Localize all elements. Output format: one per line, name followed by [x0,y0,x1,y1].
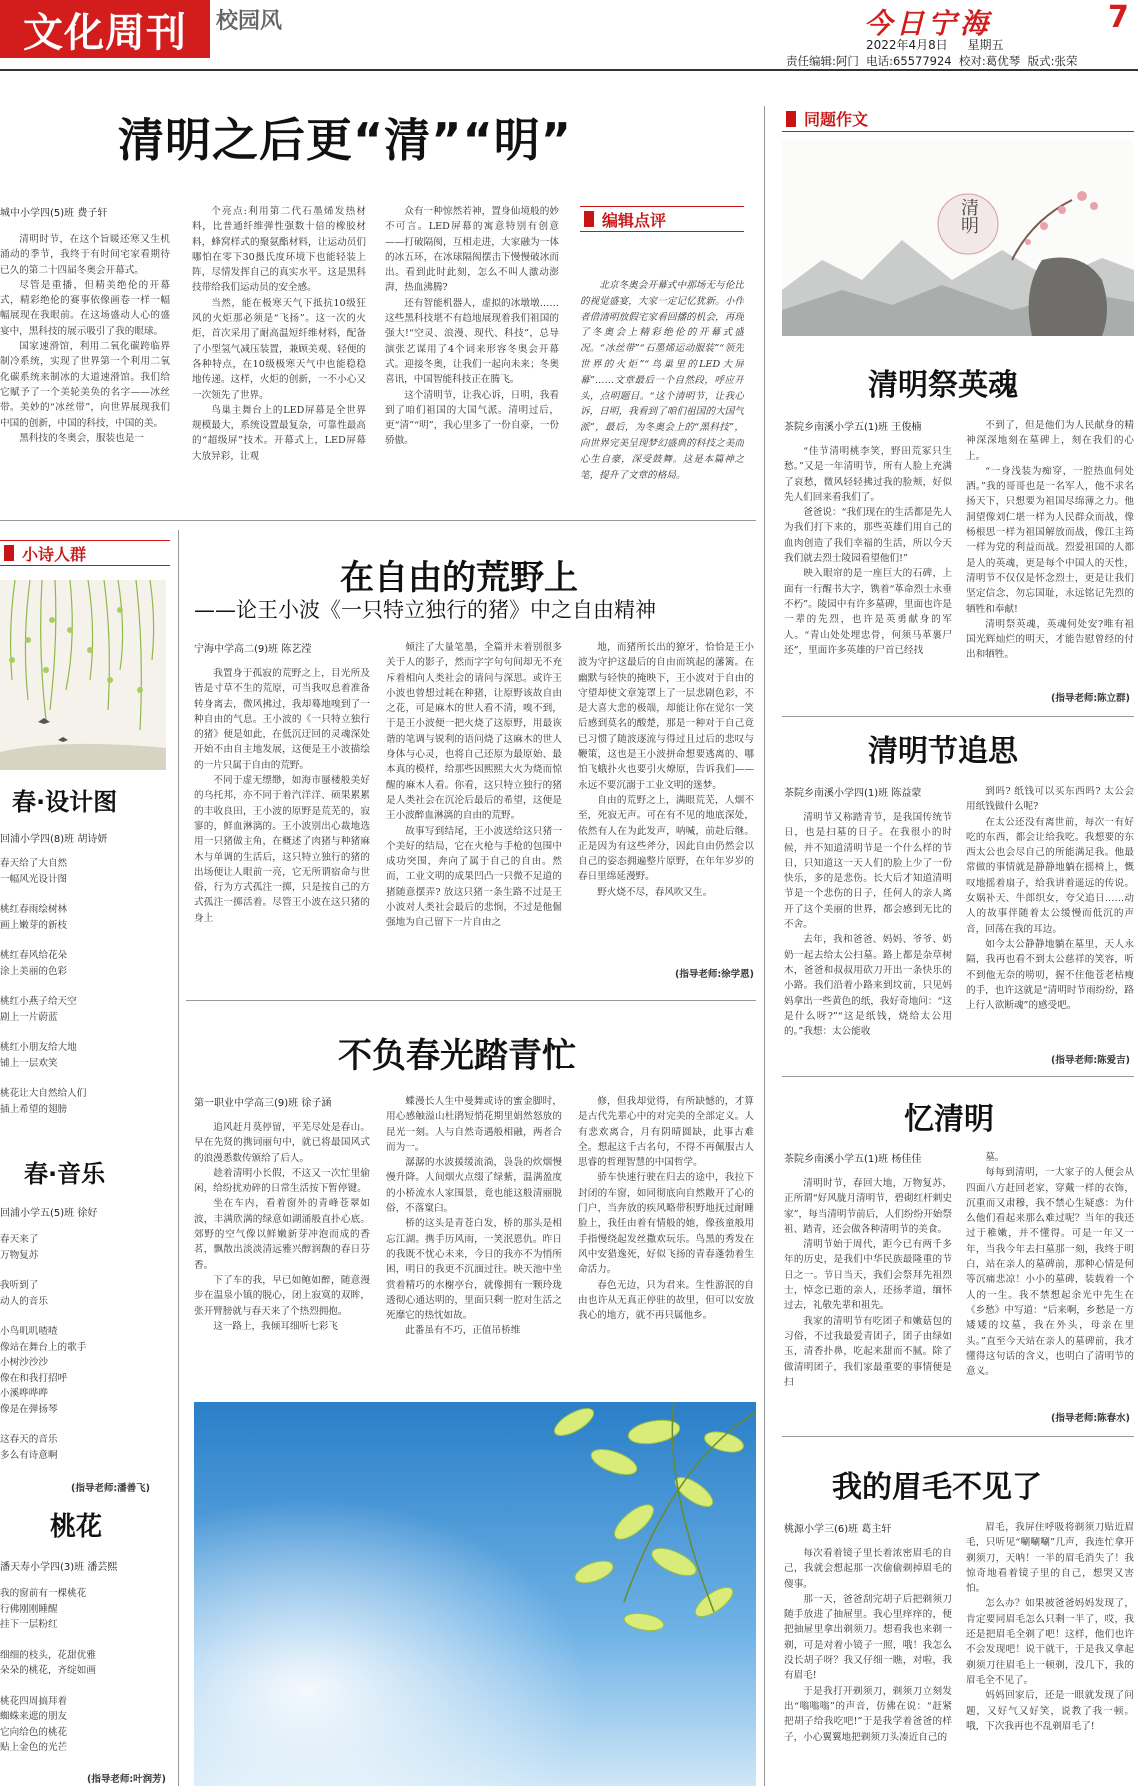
poem-line: 动人的音乐 [0,1295,48,1307]
poem-line: 朵朵的桃花，齐绽如画 [0,1665,96,1676]
poem-line: 小鸟叽叽喳喳 [0,1326,58,1337]
poem-line: 一幅风光设计图 [0,873,68,885]
poem2-teacher: (指导老师:潘善飞) [71,1483,150,1494]
right-column-divider [764,106,765,1786]
poem1-title: 春·设计图 [12,788,118,816]
essay4-byline: 桃源小学三(6)班 葛主轩 [784,1524,892,1535]
section-marker [786,111,796,127]
spring-sky-photo [194,1402,756,1786]
willow-illustration [0,580,166,770]
poem-line: 铺上一层欢笑 [0,1057,58,1069]
essay4-col-1: 每次看着镜子里长着浓密眉毛的自己，我就会想起那一次偷偷剃掉眉毛的傻事。 那一天，爸爸刮完胡子后把剃须刀随手放进了抽屉里。我心里痒痒的，便把抽屉里拿出剃须刀。想看我也来剃一剃，可是对着小镜子一照，哦！我怎么没长胡子呀？我又仔细一瞧，对啦，我有眉毛! 于是我打开剃须刀，剃须刀立刻发出“嗡嗡嗡”的声音，仿佛在说：“赶紧把胡子给我吃吧!”于是我学着爸爸的样子，小心翼翼地把剃须刀头凑近自己的 [784,1548,952,1743]
essay1-byline: 茶院乡南溪小学五(1)班 王俊楠 [784,422,922,433]
poem-line: 细细的枝头，花甜优雅 [0,1649,96,1661]
poem2-body [0,1232,170,1463]
poem3-byline: 潘天寿小学四(3)班 潘芸熙 [0,1562,118,1573]
stanza-gap [0,1417,170,1432]
small-poets-title: 小诗人群 [22,544,87,564]
essay3-headline: 忆清明 [904,1102,994,1137]
main-byline: 城中小学四(5)班 费子轩 [0,208,108,219]
small-poets-header [0,540,170,566]
stanza-gap [0,1679,170,1694]
poem3-title: 桃花 [50,1512,103,1542]
stanza-gap [0,1071,170,1086]
poem-line: 小溪哗哗哗 [0,1388,48,1399]
editor-note-title: 编辑点评 [602,210,667,230]
poem-line: 我的窗前有一棵桃花 [0,1588,87,1599]
poem-line: 画上嫩芽的新枝 [0,919,68,931]
section-marker [584,211,594,227]
poem-line: 像在和我打招呼 [0,1372,68,1384]
stanza-gap [0,1633,170,1648]
masthead-rule [0,69,1138,71]
masthead-credits: 责任编辑:阿门 电话:65577924 校对:葛优琴 版式:张荣 [786,54,1078,68]
masthead-paper-logo: 今日宁海 [864,7,993,40]
poem-line: 它向给色的桃花 [0,1726,68,1738]
poem-line: 剧上一片蔚蓝 [0,1011,58,1023]
essay1-teacher: (指导老师:陈立群) [1051,693,1130,704]
poem-line: 像站在舞台上的歌手 [0,1341,87,1353]
stanza-gap [0,933,170,948]
main-col-2: 个亮点:利用第二代石墨烯发热材料，比普通纤维弹性强数十倍的橡胶材料，蜂窝样式的聚氨酯材料，让运动员们哪怕在零下30摄氏度环境下也能轻装上阵，尽情发挥自己的真实水平。这是黑科技带给我们运动员的安全感。 当然，能在极寒天气下抵抗10级狂风的火炬那必须是“飞扬”。这一次的火炬，首次采用了耐高温短纤维材料，配备了小型氢气减压装置，兼顾美观、轻便的各种特点，在10级极寒天气中也能稳稳地传递。这样，火炬的创新，一不小心又一次领先了世界。 鸟巢主舞台上的LED屏幕是全世界规模最大，系统设置最复杂，可靠性最高的“超级屏”技术。开幕式上，LED屏幕大放异彩，让观 [192,206,366,462]
main-col-1: 清明时节，在这个旨暖还寒又生机涌动的季节，我终于有时间宅家看期待已久的第二十四届冬奥会开幕式。 尽管是重播，但精美绝伦的开幕式，精彩绝伦的赛事依像画卷一样一幅幅展现在我眼前。在这场盛动人心的盛宴中，黑科技的展示吸引了我的眼球。 国家速滑馆，利用二氧化碳跨临界制冷系统，实现了世界第一个利用二氧化碳系统来制冰的大道速滑馆。我们给它赋予了一个美轮美奂的名字——冰丝带。美妙的“冰丝带”，向世界展现我们中国的创新，中国的科技，中国的美。 黑科技的冬奥会，服装也是一 [0,234,170,444]
divider-freedom [186,1000,756,1001]
stanza-gap [0,979,170,994]
poem-line: 桃红春风给花朵 [0,950,68,961]
qingming-ink-illustration [782,140,1134,336]
essay2-byline: 茶院乡南溪小学四(1)班 陈益蒙 [784,788,922,799]
essay1-headline: 清明祭英魂 [868,368,1018,403]
spring-col-1: 追风赶月莫停留，平芜尽处是春山。早在先贤的携词丽句中，就已将最国风式的浪漫悉数传颁给了后人。 趁着清明小长假，不这又一次忙里偷闲，给纷扰劝碎的日常生活按下暂停键。 坐在车内，看着窗外的青峰苍翠如波，丰满欣满的绿意如湖涌般直扑心底。郊野的空气像以鲜嫩新芽冲泡而成的香茗，飘散出淡淡清远雅兴醇润馥的春日芬香。 下了车的我，早已如鲍如醉，随意漫步在温泉小镇的脱心，闭上寂寞的双眸，张开臂膀就与春天来了个热烈拥抱。 这一路上，我倾耳细听七彩飞 [194,1122,370,1332]
poem-line: 桃红小朋友给大地 [0,1042,77,1053]
poem1-body [0,856,170,1117]
essay3-col-2: 墓。 每每到清明，一大家子的人便会从四面八方赶回老家，穿戴一样的衣饰，沉重而又肃穆，我不禁心生疑惑：为什么他们看起来那么难过呢？当年的我还过于稚嫩，并不懂得。可是一年又一年，当我今年去扫墓那一刻，我终于明白，站在亲人的墓碑前，那种心情是何等沉痛悲凉！小小的墓碑，装载着一个人的一生。我不禁想起余光中先生在《乡愁》中写道：“后来啊，乡愁是一方矮矮的坟墓，我在外头，母亲在里头。”直至今天站在亲人的墓碑前，我才懂得这句话的含义，也明白了清明节的意义。 [966,1152,1134,1378]
masthead-brand-box [0,0,210,58]
freedom-col-2: 倾注了大量笔墨，全篇并未着别很多关于人的影子，然而字字句句间却无不充斥着相向人类社会的请问与深思。或许王小波也曾想过耗在种猪，让原野该故自由之花，可是麻木的世人看不清，嗅不到，于是王小波便一把火烧了这原野，用最诙谐的笔调与锐利的语问烧了这麻木的世人身体与心灵，也将自己还原为最原始、最本真的模样，给那些因熙熙大火为烧而惊醒的麻木人看。你看，这只特立独行的猪是人类社会在沉沦后最后的希望，这便是王小波醉血淋漓的自由的荒野。 故事写到结尾，王小波送给这只猪一个美好的结局，它在火枪与手枪的包围中成功突围，奔向了属于自己的自由。然而，工业文明的成果凹凸一只微不足道的猪随意摆弄? 放这只猪一条生路不过是王小波对人类社会最后的悲悯，不过是他倔强地为自己留下一片自由之 [386,642,562,929]
divider-main [0,520,756,521]
poem1-byline: 回浦小学四(8)班 胡诗妍 [0,834,108,845]
spring-col-3: 修，但我却觉得，有所缺憾的，才算是古代先辈心中的对完美的全部定义。人有悲欢离合，月有阴晴圆缺，此事古难全。想起这千古名句，不得不再佩服古人思睿的哲理智慧的中国哲学。 骄车快速行驶在归去的途中，我拉下封闭的车窗，如同彻底向自然敞开了心的门户，当奔放的疾风略带积野地抚过耐睡脸上，我任由着有情般的她，像孩童般用手指慢绕起发丝撒欢玩乐。鸟黑的秀发在风中安猎逸死，好似飞扬的青春蓬勃着生命活力。 春色无边，只为君来。生性游泯的自由也许从无真正停驻的故里，但可以安放我心的地方，就不再只属他乡。 [578,1096,754,1322]
poem-line: 春天来了 [0,1234,39,1245]
stanza-gap [0,1025,170,1040]
editor-note-body: 北京冬奥会开幕式中那场无与伦比的视觉盛宴，大家一定记忆犹新。小作者借清明放假宅家看回播的机会，再现了冬奥会上精彩绝伦的开幕式盛况。“冰丝带”“石墨烯运动服装”“领先世界的火炬”“鸟巢里的LED大屏幕”……文章最后一个自然段，呼应开头，点明题目。“这个清明节，让我心诉，日明，我看到了咱们祖国的大国气派”，最后，为冬奥会上的“黑科技”，向世界完美呈现梦幻盛典的科技之美而心生自豪，深受鼓舞。这是本篇神之笔，提升了文章的格局。 [580,280,744,481]
poem-line: 蜘蛛来遮的朋友 [0,1711,68,1722]
main-col-3: 众有一种惊然若神，置身仙境般的妙不可言。LED屏幕的寓意特别有创意——打破隔阂，互相走进，大家融为一体的冰五环，在冰球隔阂摆击下慢慢破冰而出。看到此时此刻，怎么不叫人激动澎湃，热血沸腾? 还有智能机器人，虚拟的冰墩墩……这些黑科技堪不有趋地展现着我们祖国的强大!“空灵、浪漫、现代、科技”，总导演张艺谋用了4个词来形容冬奥会开幕式。迎接冬奥，让我们一起向未来；冬奥喜讯，中国智能科技正在腾飞。 这个清明节，让我心诉，日明，我看到了咱们祖国的大国气派。清明过后，更“清”“明”，我心里多了一份自豪，一份骄傲。 [385,206,559,447]
poem2-byline: 回浦小学五(5)班 徐好 [0,1208,98,1219]
same-topic-header [782,106,1134,132]
stanza-gap [0,1309,170,1324]
masthead-date-row [866,36,1003,53]
essay3-byline: 茶院乡南溪小学五(1)班 杨佳佳 [784,1154,922,1165]
essay4-col-2: 眉毛，我屏住呼吸将剃须刀贴近眉毛，只听见“唰唰唰”几声，我连忙拿开剃须刀，天呐！一半的眉毛消失了！我惊奇地看着镜子里的自己，想哭又害怕。 怎么办？如果被爸爸妈妈发现了，肯定要同眉毛怎么只剩一半了，哎，我还是把眉毛全剃了吧！这样，他们也许不会发现吧！说干就干，于是我又拿起剃须刀往眉毛上一顿剃，没几下，我的眉毛全不见了。 妈妈回家后，还是一眼就发现了问题，又好气又好笑，说教了我一顿。哦，下次我再也不乱剃眉毛了! [966,1522,1134,1732]
poem-line: 桃花四周搞拜着 [0,1695,68,1707]
poem-line: 春天给了大自然 [0,858,68,869]
divider-essay2 [782,1076,1134,1077]
divider-essay3 [782,1436,1134,1437]
poem-line: 这春天的音乐 [0,1434,58,1445]
masthead-section: 校园风 [216,9,283,34]
page-number: 7 [1108,0,1129,35]
poem-line: 桃花让大自然给人们 [0,1088,87,1099]
stanza-gap [0,887,170,902]
editor-note-header [580,206,744,232]
masthead-brand: 文化周刊 [23,9,187,56]
poem-line: 插上希望的翅膀 [0,1103,68,1115]
freedom-col-3: 地，而猪所长出的獠牙，恰恰是王小波为守护这最后的自由而筑起的藩篱。在幽默与轻快的掩映下，王小波对于自由的守望却使文章笼罩上了一层悲剧色彩，不是大喜大悲的极端，却能让你在觉尔一笑后感到莫名的酸楚，那是一种对于自己竟已习惯了随波逐流与得过且过后的悲叹与鞭策，这也是王小波拼命想要逃离的、哪怕飞蛾扑火也要引火燎原，告诉我们——永远不要沉溺于工业文明的迷梦。 自由的荒野之上，满眼荒芜，人烟不至，死寂无声。可在有不见的地底深处，依然有人在为此发声，呐喊，前赴后继。正是因为有这些斧分，因此自由仍然会以自己的姿态拥遍整片原野，在年年岁岁的春日里绵延漫野。 野火烧不尽，春风吹又生。 [578,642,754,898]
essay3-teacher: (指导老师:陈春水) [1051,1413,1130,1424]
divider-essay1 [782,716,1134,717]
poem-line: 桃红小燕子给天空 [0,996,77,1007]
essay1-col-2: 不到了，但是他们为人民献身的精神深深地刻在墓碑上，刻在我们的心上。 “一身浅装为痴穿，一腔热血何处洒。”我的哥哥也是一名军人，他不求名扬天下，只想要为祖国尽绵薄之力。他洞望像刘仁堪一样为人民群众而战，像杨根思一样为祖国解放而战，像江主筠一样为党的利益而战。烈爱祖国的人都是人的英魂，更是每个中国人的天性，清明节不仅仅是怀念烈士，更是让我们坚定信念，勿忘国耻，永远铭记先烈的牺牲和奉献! 清明祭英魂，英魂何处安?唯有祖国光辉灿烂的明天，才能告慰曾经的付出和牺牲。 [966,420,1134,661]
poem-line: 像是在弹扬琴 [0,1403,58,1415]
poem2-title: 春·音乐 [24,1160,106,1188]
poem3-body [0,1586,170,1756]
spring-headline: 不负春光踏青忙 [338,1036,576,1076]
essay2-col-1: 清明节又称踏青节，是我国传统节日，也是扫墓的日子。在我很小的时候，并不知道清明节是一个什么样的节日，只知道这一天人们的脸上少了一份快乐，多的是悲伤。长大后才知道清明节是一个悲伤的日子，任何人的亲人离开了这个美丽的世界，都会感到无比的不舍。 去年，我和爸爸、妈妈、爷爷、奶奶一起去给太公扫墓。路上都是杂草树木，爸爸和叔叔用砍刀开出一条快乐的小路。我们沿着小路来到坟前，只见妈妈拿出一些黄色的纸，我好奇地问：“这是什么呀?”“这是纸钱，烧给太公用的。”我想：太公能收 [784,812,952,1038]
poem-line: 桃红春雨绘树林 [0,904,68,915]
essay2-teacher: (指导老师:陈爱吉) [1051,1055,1130,1066]
essay3-col-1: 清明时节，春回大地，万物复苏，正所谓“好风胧月清明节，碧砌红杆刺史家”，每当清明节前后，人们纷纷开始祭祖、踏青，还会做各种清明节的美食。 清明节始于周代，距今已有两千多年的历史，是我们中华民族最隆重的节日之一。节日当天，我们会祭拜先祖烈士，悼念已逝的亲人，还扬孝道，缅怀过去，礼敬先辈和祖先。 我家的清明节有吃团子和嫩菇包的习俗，不过我最爱青团子，团子由绿如玉，清香扑鼻，吃起来甜而不腻。除了做清明团子，我们家最重要的事情便是扫 [784,1178,952,1388]
poem3-teacher: (指导老师:叶润芳) [87,1774,166,1785]
freedom-headline: 在自由的荒野上 [340,558,578,598]
poem-line: 涂上美丽的色彩 [0,965,68,977]
essay2-col-2: 到吗? 纸钱可以买东西吗? 太公会用纸钱做什么呢? 在太公还没有离世前，每次一有好吃的东西，都会让给我吃。我想要的东西太公也会尽自己的所能满足我。他最常做的事情就是静静地躺在摇椅上，慨叹地摇着扇子，给我讲着遥远的传说。女娲补天、牛郎织女，夸父追日……动人的故事伴随着太公缓慢而低沉的声音，回荡在我的耳边。 如今太公静静地躺在墓里，天人永隔，我再也看不到太公慈祥的笑容，听不到他无奈的唠叨，握不住他苍老枯瘦的手，也许这就是“清明时节雨纷纷，路上行人欲断魂”的感受吧。 [966,786,1134,1012]
freedom-col-1: 我置身于孤寂的荒野之上，目光所及皆是寸草不生的荒原，可当我叹息着准备转身离去，微风拂过，我却蓦地嗅到了一种自由的气息。王小波的《一只特立独行的猪》便是如此，在低沉迂回的灵魂深处开始不由自主地发展，这便是王小波描绘的一片只属于自由的荒野。 不同于虚无缥缈，如海市蜃楼般美好的乌托邦，亦不同于着汽洋洋、硕果累累的丰收良田，王小波的原野是荒芜的，寂寥的，鲜血淋漓的。王小波别出心裁地选用一只猪做主角，在概述了肉猪与种猪麻木与单调的生活后，这只特立独行的猪的出场便让人眼前一亮，它无所谓宿命与世俗，行为方式孤注一掷，只是按自己的方式孤注一掷活着。尽管王小波在这只猪的身上 [194,668,370,924]
poem-line: 贴上金色的光芒 [0,1742,68,1753]
issue-date: 2022年4月8日 [866,38,948,52]
poem-line: 小树沙沙沙 [0,1357,48,1368]
stanza-gap [0,1263,170,1278]
poets-divider [178,530,179,1786]
freedom-teacher: (指导老师:徐学恩) [675,969,754,980]
essay4-headline: 我的眉毛不见了 [832,1470,1042,1505]
issue-weekday: 星期五 [967,38,1004,52]
spring-byline: 第一职业中学高三(9)班 徐子涵 [194,1098,332,1109]
poem-line: 万物复苏 [0,1249,39,1261]
main-headline: 清明之后更“清”“明” [118,113,572,167]
section-marker [4,545,14,561]
poem-line: 挂下一层粉红 [0,1619,58,1630]
freedom-byline: 宁海中学高二(9)班 陈艺滢 [194,644,312,655]
poem-line: 多么有诗意啊 [0,1449,58,1461]
freedom-subheadline: ——论王小波《一只特立独行的猪》中之自由精神 [194,598,656,622]
essay2-headline: 清明节追思 [868,734,1018,769]
qingming-art-text: 清明 [958,198,979,234]
spring-col-2: 蝶漫长人生中曼舞或诗的蜜金脚时，用心感触溢山杜鹃短悄花期里娟然怒放的昆光一刻。人与自然奇遇般相融，两者合而为一。 潺潺的水波援缓流淌，袅袅的炊烟慢慢升降。人间烟火点缀了绿紫，温满盈度的小桥流水人家围景，竟也能这般清丽脱俗，不落窠臼。 桥的这头是青苍白发，桥的那头是相忘江湖。携手历风雨，一笑泯恩仇。昨日的我既不忧心未来，今日的我亦不为悄所困，明日的我更不沉湎过往。映天池中坐赏着精巧的水榭亭台，就像拥有一颗玲珑透彻心通达明的，里面只剩一腔对生活之死靡它的热忱如故。 此番虽有不巧，正值吊桥维 [386,1096,562,1337]
poem-line: 我听到了 [0,1280,39,1291]
essay1-col-1: “佳节清明桃李笑，野田荒冢只生愁。”又是一年清明节，所有人脸上充满了哀愁，微风轻轻拂过我的脸颊，好似先人们回来看我们了。 爸爸说：“我们现在的生活都是先人为我们打下来的，那些英雄们用自己的血肉创造了我们幸福的生活，所以今天我们就去烈士陵园看望他们!” 映入眼帘的是一座巨大的石碑，上面有一行醒书大字，镌着“革命烈士永垂不朽”。陵园中有许多墓碑，里面也许是一辈的先烈，也许是英勇献身的军人。“青山处处埋忠骨，何须马革裹尸还”，里面许多英雄的尸首已经找 [784,446,952,656]
same-topic-title: 同题作文 [804,110,869,129]
poem-line: 行佛刚刚睡醒 [0,1603,58,1615]
